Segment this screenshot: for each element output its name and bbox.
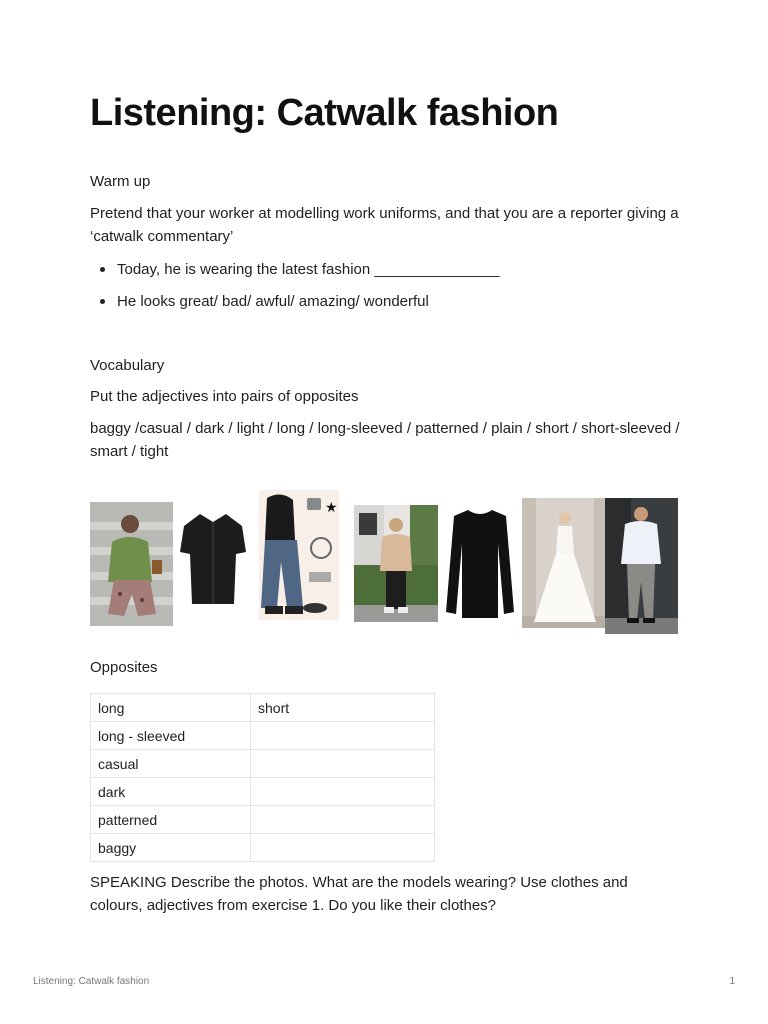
table-cell: casual [91, 750, 251, 778]
page-title: Listening: Catwalk fashion [90, 92, 559, 134]
table-row [91, 722, 435, 750]
bullet-dot-icon [100, 267, 105, 272]
black-blouse-photo [176, 504, 250, 608]
table-row [91, 778, 435, 806]
woman-beige-sweater-photo [354, 505, 438, 622]
table-row [91, 750, 435, 778]
svg-text:★: ★ [325, 500, 338, 516]
baggy-jeans-outfit-photo [259, 490, 339, 620]
table-row [91, 806, 435, 834]
table-cell: baggy [91, 834, 251, 862]
bullet-text: Today, he is wearing the latest fashion _______________ [117, 261, 500, 278]
speaking-task: SPEAKING Describe the photos. What are the models wearing? Use clothes and colours, adjectives from exercise 1. Do you like their clothes? [90, 874, 628, 914]
bullet-dot-icon [100, 299, 105, 304]
table-cell: dark [91, 778, 251, 806]
table-cell [251, 750, 435, 778]
photo-strip [90, 490, 680, 635]
table-cell: long - sleeved [91, 722, 251, 750]
table-cell [251, 834, 435, 862]
vocabulary-word-list: baggy /casual / dark / light / long / long-sleeved / patterned / plain / short / short-sleeved / smart / tight [90, 420, 680, 460]
footer-title: Listening: Catwalk fashion [33, 976, 150, 987]
warmup-instruction: Pretend that your worker at modelling work uniforms, and that you are a reporter giving a ‘catwalk commentary’ [90, 205, 679, 245]
opposites-table [90, 693, 435, 862]
white-wedding-dress-photo [522, 498, 608, 628]
bullet-text: He looks great/ bad/ awful/ amazing/ wonderful [117, 293, 429, 310]
woman-green-cardigan-photo [90, 502, 173, 626]
warmup-heading: Warm up [90, 173, 151, 190]
black-long-sleeve-top-photo [442, 504, 518, 622]
table-cell [251, 722, 435, 750]
table-cell: short [251, 694, 435, 722]
table-cell [251, 778, 435, 806]
vocabulary-heading: Vocabulary [90, 357, 165, 374]
table-cell: long [91, 694, 251, 722]
page-number: 1 [729, 976, 735, 987]
table-row [91, 834, 435, 862]
table-cell: patterned [91, 806, 251, 834]
table-cell [251, 806, 435, 834]
opposites-heading: Opposites [90, 659, 158, 676]
man-smart-shirt-photo [605, 498, 678, 634]
vocabulary-instruction: Put the adjectives into pairs of opposites [90, 388, 359, 405]
table-row [91, 694, 435, 722]
